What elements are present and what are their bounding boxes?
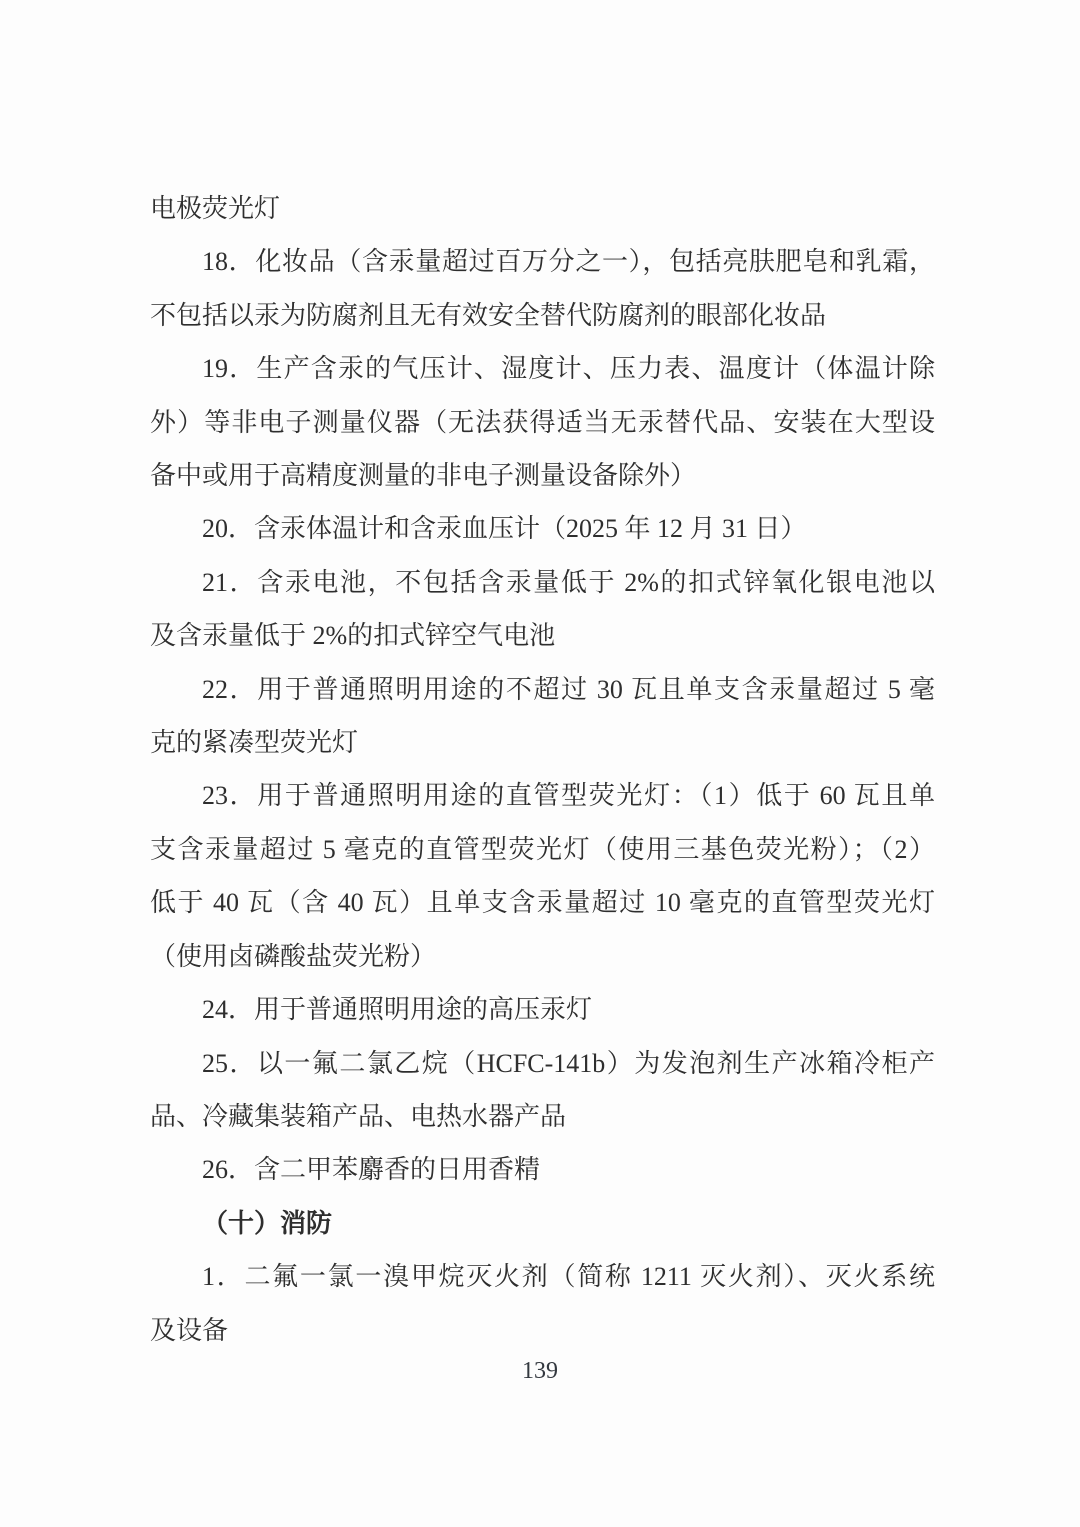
page-number: 139 <box>522 1358 558 1384</box>
text-line: 备中或用于高精度测量的非电子测量设备除外） <box>150 461 697 491</box>
text-line: 23．用于普通照明用途的直管型荧光灯：（1）低于 60 瓦且单 <box>202 781 935 811</box>
text-line: 品、冷藏集装箱产品、电热水器产品 <box>150 1101 567 1131</box>
text-line: 18．化妆品（含汞量超过百万分之一），包括亮肤肥皂和乳霜， <box>202 247 935 277</box>
item-20 <box>150 502 935 555</box>
fire-item-1 <box>150 1250 935 1357</box>
text-line: 19．生产含汞的气压计、湿度计、压力表、温度计（体温计除 <box>202 354 935 384</box>
text-line: 22．用于普通照明用途的不超过 30 瓦且单支含汞量超过 5 毫 <box>202 674 935 704</box>
text-line: 支含汞量超过 5 毫克的直管型荧光灯（使用三基色荧光粉）；（2） <box>150 834 935 864</box>
text-line: 26．含二甲苯麝香的日用香精 <box>202 1155 541 1185</box>
item-26 <box>150 1143 935 1196</box>
text-line: 不包括以汞为防腐剂且无有效安全替代防腐剂的眼部化妆品 <box>150 300 827 330</box>
text-line: 电极荧光灯 <box>150 194 281 223</box>
item-22 <box>150 663 935 770</box>
text-line: 1．二氟一氯一溴甲烷灭火剂（简称 1211 灭火剂）、灭火系统 <box>202 1262 935 1292</box>
text-line: 21．含汞电池，不包括含汞量低于 2%的扣式锌氧化银电池以 <box>202 567 935 597</box>
text-line: 25．以一氟二氯乙烷（HCFC-141b）为发泡剂生产冰箱冷柜产 <box>202 1048 935 1078</box>
text-line: 外）等非电子测量仪器（无法获得适当无汞替代品、安装在大型设 <box>150 407 935 437</box>
item-18 <box>150 235 935 342</box>
item-23 <box>150 769 935 983</box>
text-line: 低于 40 瓦（含 40 瓦）且单支含汞量超过 10 毫克的直管型荧光灯 <box>150 888 935 918</box>
text-line: 及含汞量低于 2%的扣式锌空气电池 <box>150 621 556 651</box>
item-17-continuation <box>150 182 935 235</box>
document-content <box>150 182 935 1357</box>
text-line: 20．含汞体温计和含汞血压计（2025 年 12 月 31 日） <box>202 514 807 544</box>
section-10-heading <box>150 1197 935 1250</box>
text-line: 及设备 <box>150 1315 229 1345</box>
page-footer <box>0 1350 1080 1392</box>
text-line: 24．用于普通照明用途的高压汞灯 <box>202 995 593 1025</box>
item-25 <box>150 1037 935 1144</box>
text-line: （十）消防 <box>202 1208 333 1238</box>
text-line: 克的紧凑型荧光灯 <box>150 728 359 758</box>
item-19 <box>150 342 935 502</box>
item-21 <box>150 556 935 663</box>
text-line: （使用卤磷酸盐荧光粉） <box>150 941 437 971</box>
item-24 <box>150 983 935 1036</box>
